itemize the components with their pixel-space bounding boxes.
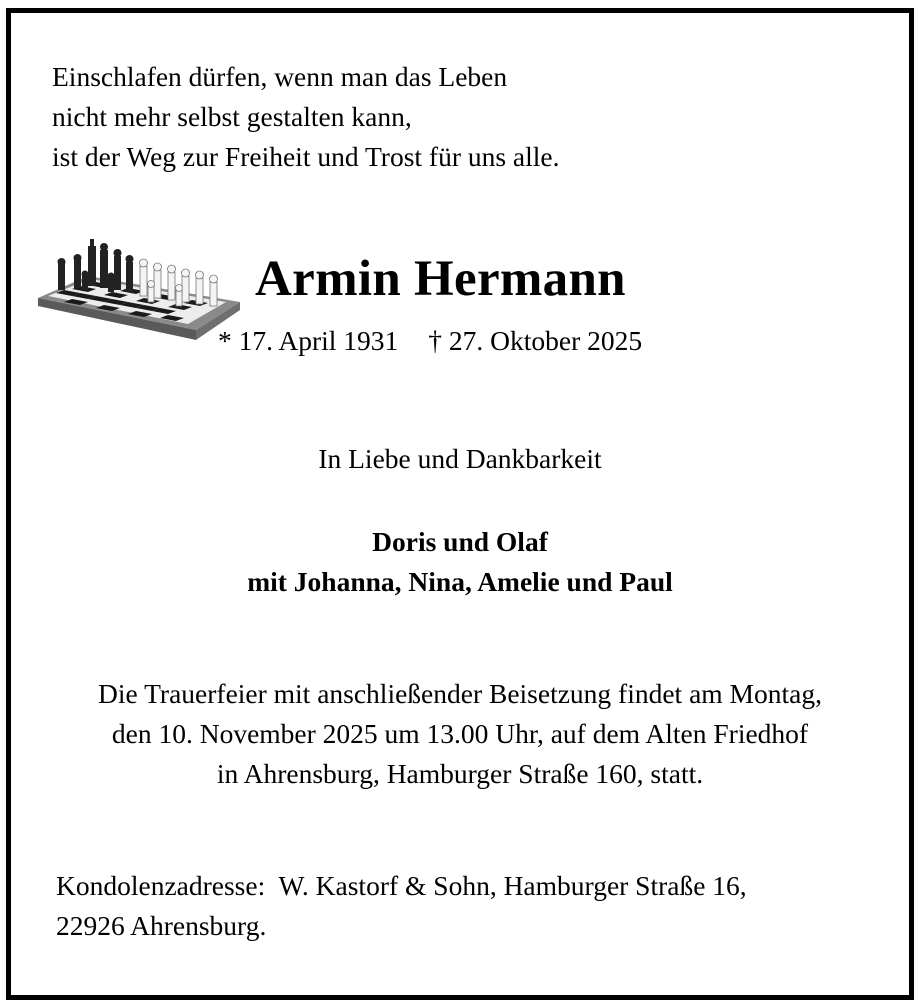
poem-line-3: ist der Weg zur Freiheit und Trost für uns alle. [52,141,560,172]
funeral-service-info [11,674,909,794]
mourners-line-1: Doris und Olaf [372,526,548,557]
mourners [11,522,909,602]
death-date: † 27. Oktober 2025 [428,325,643,356]
condolence-line-2: 22926 Ahrensburg. [56,910,267,941]
mourners-line-2: mit Johanna, Nina, Amelie und Paul [247,566,673,597]
birth-date: * 17. April 1931 [218,325,399,356]
service-line-3: in Ahrensburg, Hamburger Straße 160, statt. [216,758,704,789]
deceased-name: Armin Hermann [255,251,626,307]
poem-line-1: Einschlafen dürfen, wenn man das Leben [52,61,508,92]
condolence-address [56,866,747,946]
poem-line-2: nicht mehr selbst gestalten kann, [52,101,412,132]
poem [52,57,560,177]
condolence-line-1: Kondolenzadresse: W. Kastorf & Sohn, Hamburger Straße 16, [56,870,747,901]
thanks-line: In Liebe und Dankbarkeit [318,443,602,474]
chessboard-icon [36,236,242,342]
service-line-2: den 10. November 2025 um 13.00 Uhr, auf dem Alten Friedhof [111,718,809,749]
service-line-1: Die Trauerfeier mit anschließender Beisetzung findet am Montag, [98,678,822,709]
life-dates [218,325,642,357]
